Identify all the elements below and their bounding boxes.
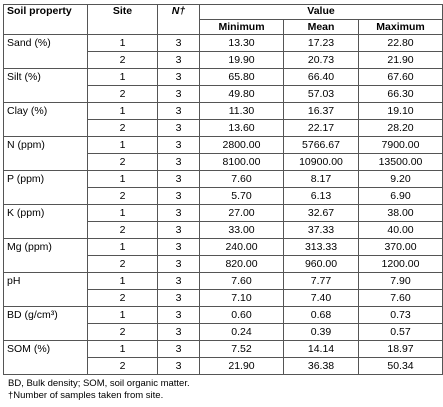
- mean-cell: 36.38: [284, 358, 359, 375]
- site-cell: 1: [88, 239, 158, 256]
- site-cell: 2: [88, 358, 158, 375]
- minimum-cell: 7.52: [200, 341, 284, 358]
- maximum-cell: 7900.00: [359, 137, 443, 154]
- table-row: [4, 273, 443, 290]
- minimum-cell: 11.30: [200, 103, 284, 120]
- maximum-cell: 38.00: [359, 205, 443, 222]
- soil-property-cell: pH: [4, 273, 88, 307]
- minimum-cell: 7.60: [200, 171, 284, 188]
- mean-cell: 8.17: [284, 171, 359, 188]
- n-cell: 3: [158, 120, 200, 137]
- maximum-cell: 0.73: [359, 307, 443, 324]
- header-minimum: Minimum: [200, 20, 284, 35]
- mean-cell: 17.23: [284, 35, 359, 52]
- site-cell: 2: [88, 324, 158, 341]
- minimum-cell: 5.70: [200, 188, 284, 205]
- site-cell: 1: [88, 35, 158, 52]
- maximum-cell: 7.60: [359, 290, 443, 307]
- n-cell: 3: [158, 273, 200, 290]
- footnotes: [8, 378, 190, 402]
- minimum-cell: 7.60: [200, 273, 284, 290]
- n-cell: 3: [158, 256, 200, 273]
- maximum-cell: 22.80: [359, 35, 443, 52]
- soil-property-table-container: [3, 4, 443, 375]
- mean-cell: 0.68: [284, 307, 359, 324]
- mean-cell: 7.77: [284, 273, 359, 290]
- n-cell: 3: [158, 69, 200, 86]
- header-value: Value: [200, 5, 443, 20]
- mean-cell: 6.13: [284, 188, 359, 205]
- maximum-cell: 18.97: [359, 341, 443, 358]
- minimum-cell: 13.30: [200, 35, 284, 52]
- mean-cell: 7.40: [284, 290, 359, 307]
- site-cell: 2: [88, 154, 158, 171]
- maximum-cell: 67.60: [359, 69, 443, 86]
- soil-property-table: [3, 4, 443, 375]
- site-cell: 1: [88, 137, 158, 154]
- minimum-cell: 0.60: [200, 307, 284, 324]
- maximum-cell: 21.90: [359, 52, 443, 69]
- header-mean: Mean: [284, 20, 359, 35]
- mean-cell: 5766.67: [284, 137, 359, 154]
- site-cell: 1: [88, 171, 158, 188]
- n-cell: 3: [158, 358, 200, 375]
- table-body: [4, 35, 443, 375]
- soil-property-cell: Clay (%): [4, 103, 88, 137]
- maximum-cell: 370.00: [359, 239, 443, 256]
- site-cell: 2: [88, 290, 158, 307]
- maximum-cell: 28.20: [359, 120, 443, 137]
- table-row: [4, 239, 443, 256]
- minimum-cell: 8100.00: [200, 154, 284, 171]
- maximum-cell: 50.34: [359, 358, 443, 375]
- minimum-cell: 27.00: [200, 205, 284, 222]
- mean-cell: 20.73: [284, 52, 359, 69]
- site-cell: 2: [88, 120, 158, 137]
- maximum-cell: 7.90: [359, 273, 443, 290]
- n-cell: 3: [158, 35, 200, 52]
- minimum-cell: 820.00: [200, 256, 284, 273]
- maximum-cell: 13500.00: [359, 154, 443, 171]
- mean-cell: 57.03: [284, 86, 359, 103]
- site-cell: 1: [88, 103, 158, 120]
- minimum-cell: 240.00: [200, 239, 284, 256]
- n-cell: 3: [158, 341, 200, 358]
- soil-property-cell: N (ppm): [4, 137, 88, 171]
- mean-cell: 0.39: [284, 324, 359, 341]
- minimum-cell: 33.00: [200, 222, 284, 239]
- n-cell: 3: [158, 205, 200, 222]
- mean-cell: 16.37: [284, 103, 359, 120]
- mean-cell: 32.67: [284, 205, 359, 222]
- table-row: [4, 171, 443, 188]
- table-row: [4, 103, 443, 120]
- table-row: [4, 35, 443, 52]
- soil-property-cell: BD (g/cm³): [4, 307, 88, 341]
- maximum-cell: 19.10: [359, 103, 443, 120]
- site-cell: 2: [88, 222, 158, 239]
- maximum-cell: 40.00: [359, 222, 443, 239]
- soil-property-cell: Mg (ppm): [4, 239, 88, 273]
- soil-property-cell: P (ppm): [4, 171, 88, 205]
- n-cell: 3: [158, 103, 200, 120]
- minimum-cell: 21.90: [200, 358, 284, 375]
- header-site: Site: [88, 5, 158, 35]
- mean-cell: 10900.00: [284, 154, 359, 171]
- site-cell: 2: [88, 52, 158, 69]
- n-cell: 3: [158, 52, 200, 69]
- header-soil-property: Soil property: [4, 5, 88, 35]
- soil-property-cell: Sand (%): [4, 35, 88, 69]
- minimum-cell: 49.80: [200, 86, 284, 103]
- table-row: [4, 137, 443, 154]
- mean-cell: 960.00: [284, 256, 359, 273]
- maximum-cell: 0.57: [359, 324, 443, 341]
- mean-cell: 313.33: [284, 239, 359, 256]
- site-cell: 2: [88, 86, 158, 103]
- soil-property-cell: K (ppm): [4, 205, 88, 239]
- footnote-abbreviations: BD, Bulk density; SOM, soil organic matter.: [8, 378, 190, 389]
- header-n: N†: [158, 5, 200, 35]
- n-cell: 3: [158, 239, 200, 256]
- minimum-cell: 65.80: [200, 69, 284, 86]
- soil-property-cell: SOM (%): [4, 341, 88, 375]
- n-cell: 3: [158, 307, 200, 324]
- mean-cell: 22.17: [284, 120, 359, 137]
- minimum-cell: 0.24: [200, 324, 284, 341]
- maximum-cell: 9.20: [359, 171, 443, 188]
- table-row: [4, 69, 443, 86]
- mean-cell: 37.33: [284, 222, 359, 239]
- n-cell: 3: [158, 222, 200, 239]
- site-cell: 2: [88, 188, 158, 205]
- n-cell: 3: [158, 188, 200, 205]
- maximum-cell: 66.30: [359, 86, 443, 103]
- n-cell: 3: [158, 86, 200, 103]
- site-cell: 1: [88, 341, 158, 358]
- soil-property-cell: Silt (%): [4, 69, 88, 103]
- table-row: [4, 307, 443, 324]
- table-row: [4, 341, 443, 358]
- site-cell: 1: [88, 307, 158, 324]
- mean-cell: 14.14: [284, 341, 359, 358]
- n-cell: 3: [158, 290, 200, 307]
- minimum-cell: 13.60: [200, 120, 284, 137]
- header-maximum: Maximum: [359, 20, 443, 35]
- footnote-sample-count: †Number of samples taken from site.: [8, 390, 164, 401]
- site-cell: 1: [88, 69, 158, 86]
- table-row: [4, 205, 443, 222]
- n-cell: 3: [158, 171, 200, 188]
- n-cell: 3: [158, 324, 200, 341]
- maximum-cell: 6.90: [359, 188, 443, 205]
- minimum-cell: 2800.00: [200, 137, 284, 154]
- site-cell: 1: [88, 273, 158, 290]
- site-cell: 1: [88, 205, 158, 222]
- maximum-cell: 1200.00: [359, 256, 443, 273]
- n-cell: 3: [158, 137, 200, 154]
- minimum-cell: 7.10: [200, 290, 284, 307]
- site-cell: 2: [88, 256, 158, 273]
- minimum-cell: 19.90: [200, 52, 284, 69]
- n-cell: 3: [158, 154, 200, 171]
- mean-cell: 66.40: [284, 69, 359, 86]
